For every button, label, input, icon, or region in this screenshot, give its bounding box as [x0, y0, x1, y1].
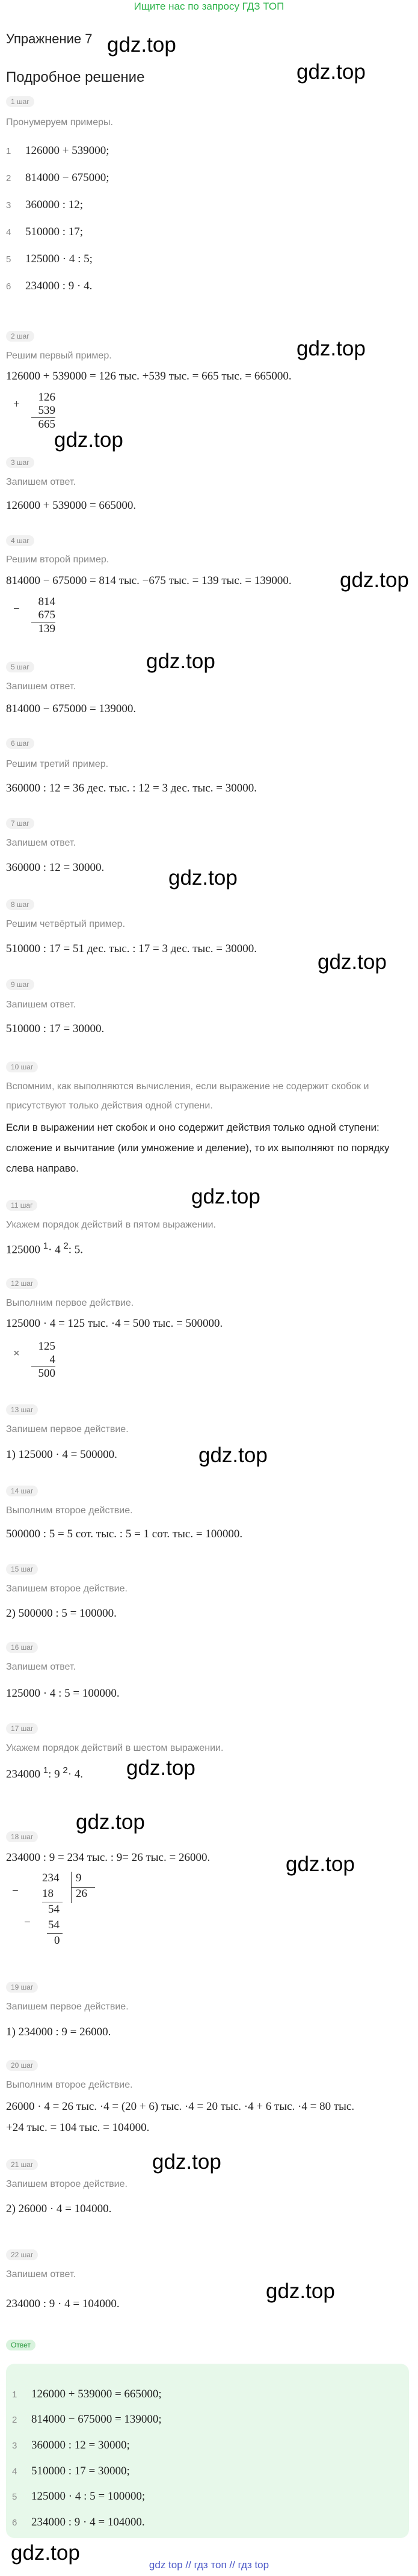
step-note: Запишем первое действие. [6, 2002, 129, 2012]
column-calculation: × 125 4 500 [13, 1340, 55, 1380]
math-line: 814000 − 675000 = 139000. [6, 702, 137, 715]
step-note: Запишем ответ. [6, 477, 76, 487]
step-label: 3 шаг [6, 457, 34, 468]
math-line: 234000 : 9 = 234 тыс. : 9= 26 тыс. = 26000. [6, 1851, 211, 1864]
step-note: Запишем первое действие. [6, 1424, 129, 1434]
footer-links[interactable]: gdz top // гдз топ // гдз top [149, 2559, 269, 2571]
math-line: 125000 · 4 = 125 тыс. ·4 = 500 тыс. = 500000. [6, 1317, 223, 1330]
step-label: 1 шаг [6, 96, 34, 107]
step-label: 19 шаг [6, 1982, 38, 1993]
math-line: 360000 : 12 = 36 дес. тыс. : 12 = 3 дес. тыс. = 30000. [6, 782, 257, 795]
math-line: 126000 + 539000 = 665000. [6, 499, 137, 512]
step-label: 6 шаг [6, 738, 34, 749]
step-note: Выполним второе действие. [6, 2080, 133, 2090]
step-label: 8 шаг [6, 899, 34, 910]
list-item: 5 125000 · 4 : 5; [6, 253, 93, 265]
math-line: 500000 : 5 = 5 сот. тыс. : 5 = 1 сот. тыс. = 100000. [6, 1528, 243, 1540]
step-note: присутствуют только действия одной ступени. [6, 1101, 213, 1111]
rule-text: Если в выражении нет скобок и оно содержит действия только одной ступени: сложение и вычитание (или умножение и деление), то их выполняют по порядку слева направо. [6, 1122, 390, 1174]
step-label: 5 шаг [6, 662, 34, 672]
answer-item: 2 814000 − 675000 = 139000; [12, 2413, 162, 2426]
watermark: gdz.top [126, 1756, 195, 1780]
watermark: gdz.top [266, 2279, 335, 2303]
step-label: 12 шаг [6, 1278, 38, 1289]
watermark: gdz.top [297, 60, 366, 84]
step-label: 14 шаг [6, 1486, 38, 1496]
watermark: gdz.top [152, 2150, 221, 2174]
step-label: 11 шаг [6, 1200, 37, 1211]
long-division: − 234 18 − 54 54 0 9 26 [12, 1872, 114, 1968]
watermark: gdz.top [198, 1443, 268, 1467]
step-note: Запишем второе действие. [6, 1584, 128, 1594]
list-item: 1 126000 + 539000; [6, 144, 109, 157]
step-label: 2 шаг [6, 331, 34, 342]
math-line: 125000 · 4 : 5 = 100000. [6, 1687, 120, 1700]
math-line: 2) 500000 : 5 = 100000. [6, 1607, 117, 1620]
math-line: 814000 − 675000 = 814 тыс. −675 тыс. = 139 тыс. = 139000. [6, 574, 292, 587]
step-note: Запишем ответ. [6, 1662, 76, 1672]
step-note: Укажем порядок действий в шестом выражении. [6, 1743, 224, 1753]
math-line: +24 тыс. = 104 тыс. = 104000. [6, 2121, 150, 2134]
step-label: 22 шаг [6, 2249, 38, 2260]
watermark: gdz.top [54, 428, 123, 452]
list-item: 2 814000 − 675000; [6, 171, 109, 184]
watermark: gdz.top [11, 2541, 80, 2565]
math-line: 234000 : 9 · 4 = 104000. [6, 2298, 120, 2310]
math-line: 2) 26000 · 4 = 104000. [6, 2203, 112, 2215]
step-note: Выполним первое действие. [6, 1298, 134, 1308]
step-note: Решим третий пример. [6, 759, 109, 769]
step-note: Запишем ответ. [6, 681, 76, 692]
list-item: 6 234000 : 9 · 4. [6, 280, 93, 292]
math-line: 360000 : 12 = 30000. [6, 861, 105, 874]
watermark: gdz.top [286, 1852, 355, 1876]
step-note: Решим первый пример. [6, 351, 112, 361]
column-calculation: − 814 675 139 [13, 595, 55, 635]
step-note: Укажем порядок действий в пятом выражении. [6, 1220, 217, 1230]
exercise-title: Упражнение 7 [6, 31, 93, 46]
watermark: gdz.top [107, 33, 176, 57]
step-label: 16 шаг [6, 1642, 38, 1653]
step-label: 7 шаг [6, 818, 34, 829]
math-line: 1) 234000 : 9 = 26000. [6, 2026, 111, 2038]
step-note: Запишем второе действие. [6, 2179, 128, 2189]
order-expression: 234000 $^1$: 9 $^2$· 4. [6, 1765, 84, 1781]
step-label: 10 шаг [6, 1062, 38, 1072]
column-calculation: + 126 539 665 [13, 391, 55, 431]
watermark: gdz.top [318, 950, 387, 974]
section-title: Подробное решение [6, 69, 145, 85]
step-note: Выполним второе действие. [6, 1505, 133, 1516]
answer-item: 4 510000 : 17 = 30000; [12, 2465, 130, 2477]
step-note: Вспомним, как выполняются вычисления, если выражение не содержит скобок и [6, 1081, 369, 1092]
step-label: 18 шаг [6, 1831, 38, 1842]
step-note: Решим четвёртый пример. [6, 919, 126, 929]
step-label: 4 шаг [6, 535, 34, 546]
answer-item: 5 125000 · 4 : 5 = 100000; [12, 2490, 146, 2503]
answer-item: 6 234000 : 9 · 4 = 104000. [12, 2516, 145, 2528]
step-label: 17 шаг [6, 1723, 38, 1734]
answer-label: Ответ [6, 2340, 35, 2350]
math-line: 1) 125000 · 4 = 500000. [6, 1448, 117, 1461]
step-label: 20 шаг [6, 2060, 38, 2071]
watermark: gdz.top [146, 650, 215, 673]
list-item: 3 360000 : 12; [6, 198, 84, 211]
watermark: gdz.top [191, 1185, 260, 1208]
math-line: 510000 : 17 = 30000. [6, 1022, 105, 1035]
answer-item: 3 360000 : 12 = 30000; [12, 2439, 130, 2452]
step-note: Запишем ответ. [6, 1000, 76, 1010]
watermark: gdz.top [76, 1810, 145, 1834]
step-note: Решим второй пример. [6, 555, 109, 565]
answer-item: 1 126000 + 539000 = 665000; [12, 2388, 162, 2400]
math-line: 126000 + 539000 = 126 тыс. +539 тыс. = 665 тыс. = 665000. [6, 370, 292, 383]
step-label: 15 шаг [6, 1564, 38, 1575]
step-label: 21 шаг [6, 2159, 38, 2170]
step-note: Пронумеруем примеры. [6, 117, 113, 128]
list-item: 4 510000 : 17; [6, 226, 84, 238]
watermark: gdz.top [340, 568, 409, 592]
watermark: gdz.top [297, 337, 366, 360]
step-label: 13 шаг [6, 1404, 38, 1415]
order-expression: 125000 $^1$· 4 $^2$: 5. [6, 1241, 84, 1256]
watermark: gdz.top [168, 866, 238, 890]
math-line: 510000 : 17 = 51 дес. тыс. : 17 = 3 дес. тыс. = 30000. [6, 942, 257, 955]
search-hint-link[interactable]: Ищите нас по запросу ГДЗ ТОП [134, 1, 284, 12]
math-line: 26000 · 4 = 26 тыс. ·4 = (20 + 6) тыс. ·4 = 20 тыс. ·4 + 6 тыс. ·4 = 80 тыс. [6, 2100, 355, 2113]
step-note: Запишем ответ. [6, 2269, 76, 2279]
step-label: 9 шаг [6, 979, 34, 990]
step-note: Запишем ответ. [6, 838, 76, 848]
